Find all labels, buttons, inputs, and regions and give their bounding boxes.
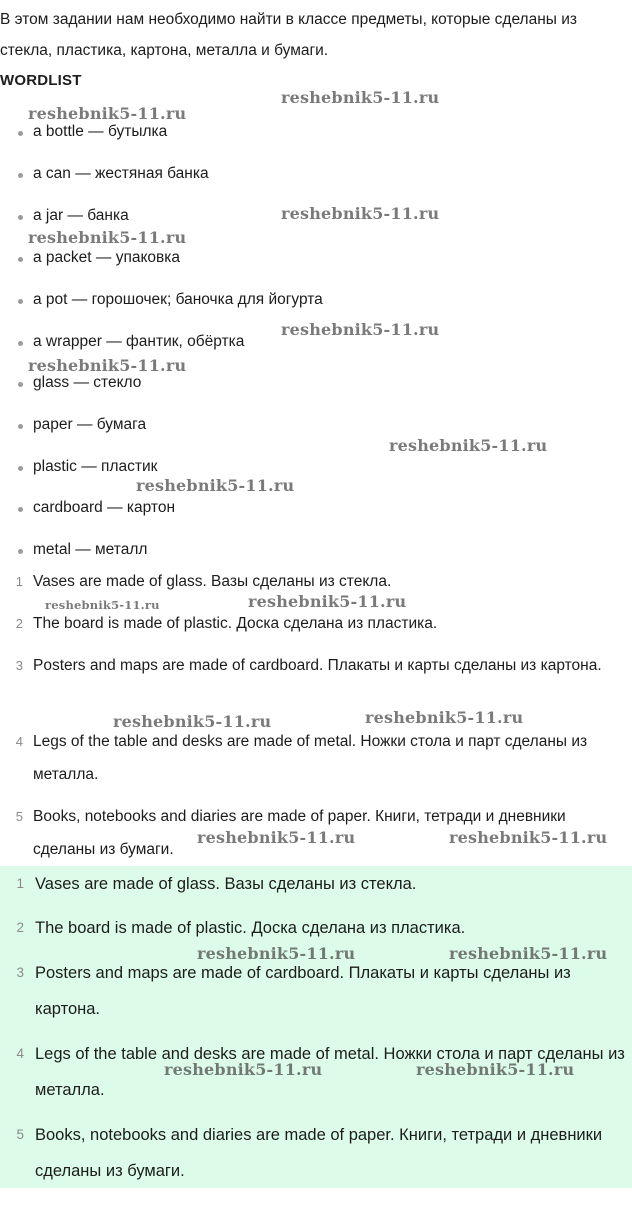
wordlist-item bbox=[33, 289, 323, 311]
wordlist-item bbox=[33, 414, 146, 436]
item-number: 4 bbox=[15, 734, 23, 749]
bullet-icon bbox=[18, 299, 23, 304]
item-number: 1 bbox=[16, 876, 24, 891]
bullet-icon bbox=[18, 382, 23, 387]
wordlist-item-text: paper — бумага bbox=[33, 416, 147, 433]
watermark: reshebnik5-11.ru bbox=[449, 944, 608, 963]
wordlist-item-text: a bottle — бутылка bbox=[33, 123, 168, 140]
answer-text: Books, notebooks and diaries are made of paper. Книги, тетради и дневники сделаны из бумаги. bbox=[35, 1126, 603, 1180]
bullet-icon bbox=[18, 215, 23, 220]
sentence-item bbox=[15, 725, 629, 791]
wordlist-item-text: a pot — горошочек; баночка для йогурта bbox=[33, 291, 323, 308]
watermark: reshebnik5-11.ru bbox=[197, 828, 356, 847]
item-number: 1 bbox=[15, 574, 23, 589]
bullet-icon bbox=[18, 131, 23, 136]
watermark: reshebnik5-11.ru bbox=[28, 356, 187, 375]
sentence-item bbox=[15, 649, 629, 682]
watermark: reshebnik5-11.ru bbox=[281, 204, 440, 223]
watermark: reshebnik5-11.ru bbox=[365, 708, 524, 727]
item-number: 5 bbox=[15, 809, 23, 824]
wordlist-item bbox=[33, 163, 209, 185]
watermark: reshebnik5-11.ru bbox=[389, 436, 548, 455]
watermark: reshebnik5-11.ru bbox=[28, 104, 187, 123]
item-number: 5 bbox=[16, 1127, 24, 1142]
wordlist-item bbox=[33, 331, 244, 353]
item-number: 3 bbox=[16, 965, 24, 980]
bullet-icon bbox=[18, 173, 23, 178]
watermark: reshebnik5-11.ru bbox=[45, 598, 160, 612]
watermark: reshebnik5-11.ru bbox=[136, 476, 295, 495]
bullet-icon bbox=[18, 466, 23, 471]
item-number: 2 bbox=[16, 920, 24, 935]
answer-box bbox=[0, 866, 632, 1188]
answer-item bbox=[16, 955, 632, 1027]
wordlist-item-text: a can — жестяная банка bbox=[33, 165, 209, 182]
watermark: reshebnik5-11.ru bbox=[248, 592, 407, 611]
answer-text: Posters and maps are made of cardboard. Плакаты и карты сделаны из картона. bbox=[35, 964, 571, 1018]
wordlist-item bbox=[33, 372, 141, 394]
item-number: 2 bbox=[15, 616, 23, 631]
answer-item bbox=[16, 910, 632, 946]
wordlist-item-text: glass — стекло bbox=[33, 374, 142, 391]
watermark: reshebnik5-11.ru bbox=[164, 1060, 323, 1079]
wordlist-item bbox=[33, 497, 175, 519]
wordlist-heading: WORDLIST bbox=[0, 72, 82, 89]
sentence-text: Posters and maps are made of cardboard. Плакаты и карты сделаны из картона. bbox=[33, 657, 602, 674]
watermark: reshebnik5-11.ru bbox=[281, 320, 440, 339]
watermark: reshebnik5-11.ru bbox=[281, 88, 440, 107]
watermark: reshebnik5-11.ru bbox=[197, 944, 356, 963]
item-number: 3 bbox=[15, 658, 23, 673]
bullet-icon bbox=[18, 257, 23, 262]
bullet-icon bbox=[18, 549, 23, 554]
watermark: reshebnik5-11.ru bbox=[113, 712, 272, 731]
watermark: reshebnik5-11.ru bbox=[449, 828, 608, 847]
intro-text: В этом задании нам необходимо найти в классе предметы, которые сделаны из стекла, пластика, картона, металла и бумаги. bbox=[0, 11, 577, 59]
wordlist-item-text: a jar — банка bbox=[33, 207, 129, 224]
answer-text: Legs of the table and desks are made of metal. Ножки стола и парт сделаны из металла. bbox=[35, 1045, 625, 1099]
answer-text: Vases are made of glass. Вазы сделаны из стекла. bbox=[35, 875, 417, 893]
sentence-text: Vases are made of glass. Вазы сделаны из стекла. bbox=[33, 573, 392, 590]
wordlist-item-text: plastic — пластик bbox=[33, 458, 158, 475]
wordlist-item bbox=[33, 121, 167, 143]
answer-text: The board is made of plastic. Доска сделана из пластика. bbox=[35, 919, 466, 937]
wordlist-item-text: a packet — упаковка bbox=[33, 249, 181, 266]
wordlist-item bbox=[33, 456, 157, 478]
wordlist-item bbox=[33, 539, 147, 561]
sentence-text: The board is made of plastic. Доска сделана из пластика. bbox=[33, 615, 438, 632]
bullet-icon bbox=[18, 341, 23, 346]
item-number: 4 bbox=[16, 1046, 24, 1061]
wordlist-item bbox=[33, 205, 129, 227]
wordlist-item-text: cardboard — картон bbox=[33, 499, 176, 516]
sentence-text: Legs of the table and desks are made of metal. Ножки стола и парт сделаны из металла. bbox=[33, 733, 588, 783]
bullet-icon bbox=[18, 507, 23, 512]
wordlist-item bbox=[33, 247, 180, 269]
answer-item bbox=[16, 866, 632, 902]
bullet-icon bbox=[18, 424, 23, 429]
answer-item bbox=[16, 1117, 632, 1189]
watermark: reshebnik5-11.ru bbox=[416, 1060, 575, 1079]
watermark: reshebnik5-11.ru bbox=[28, 228, 187, 247]
wordlist-item-text: metal — металл bbox=[33, 541, 148, 558]
wordlist-item-text: a wrapper — фантик, обёртка bbox=[33, 333, 245, 350]
sentence-text: Books, notebooks and diaries are made of paper. Книги, тетради и дневники сделаны из бумаги. bbox=[33, 808, 566, 858]
